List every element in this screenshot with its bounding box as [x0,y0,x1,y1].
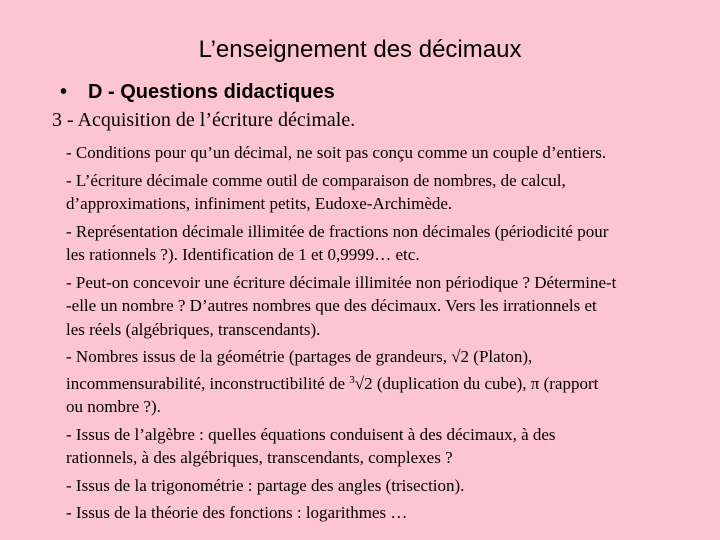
item-line: - Nombres issus de la géométrie (partages de grandeurs, √2 (Platon), [66,347,533,366]
item-line: - Conditions pour qu’un décimal, ne soit pas conçu comme un couple d’entiers. [66,143,607,162]
item-line-part: incommensurabilité, inconstructibilité de [66,373,350,393]
slide-title: L’enseignement des décimaux [198,36,522,63]
cube-root-index: 3 [349,373,355,386]
item-line: - L’écriture décimale comme outil de comparaison de nombres, de calcul, [66,170,566,190]
list-item [66,501,720,525]
item-line: rationnels, à des algébriques, transcendants, complexes ? [66,448,453,467]
item-line: - Issus de l’algèbre : quelles équations conduisent à des décimaux, à des [66,424,556,444]
item-line [66,369,720,396]
list-item [66,423,720,470]
item-line-part: √2 (duplication du cube), π (rapport [354,373,599,393]
item-line: - Issus de la théorie des fonctions : logarithmes … [66,503,408,522]
item-line: - Issus de la trigonométrie : partage des angles (trisection). [66,475,465,495]
item-line: les réels (algébriques, transcendants). [66,319,321,339]
section-bullet [60,79,335,105]
item-line: -elle un nombre ? D’autres nombres que des décimaux. Vers les irrationnels et [66,296,597,315]
item-line: - Peut-on concevoir une écriture décimale illimitée non périodique ? Détermine-t [66,272,617,292]
list-item [66,220,720,267]
subsection-heading: 3 - Acquisition de l’écriture décimale. [52,109,356,131]
list-item [66,345,720,419]
item-line: ou nombre ?). [66,397,161,416]
list-item [66,474,720,498]
item-line: d’approximations, infiniment petits, Eudoxe-Archimède. [66,194,453,213]
list-item [66,141,720,165]
bullet-icon: • [60,81,68,103]
item-line: - Représentation décimale illimitée de fractions non décimales (périodicité pour [66,221,609,241]
list-item [66,271,720,342]
item-list [66,141,720,529]
section-heading: D - Questions didactiques [88,81,335,103]
list-item [66,169,720,216]
item-line: les rationnels ?). Identification de 1 et 0,9999… etc. [66,245,420,264]
